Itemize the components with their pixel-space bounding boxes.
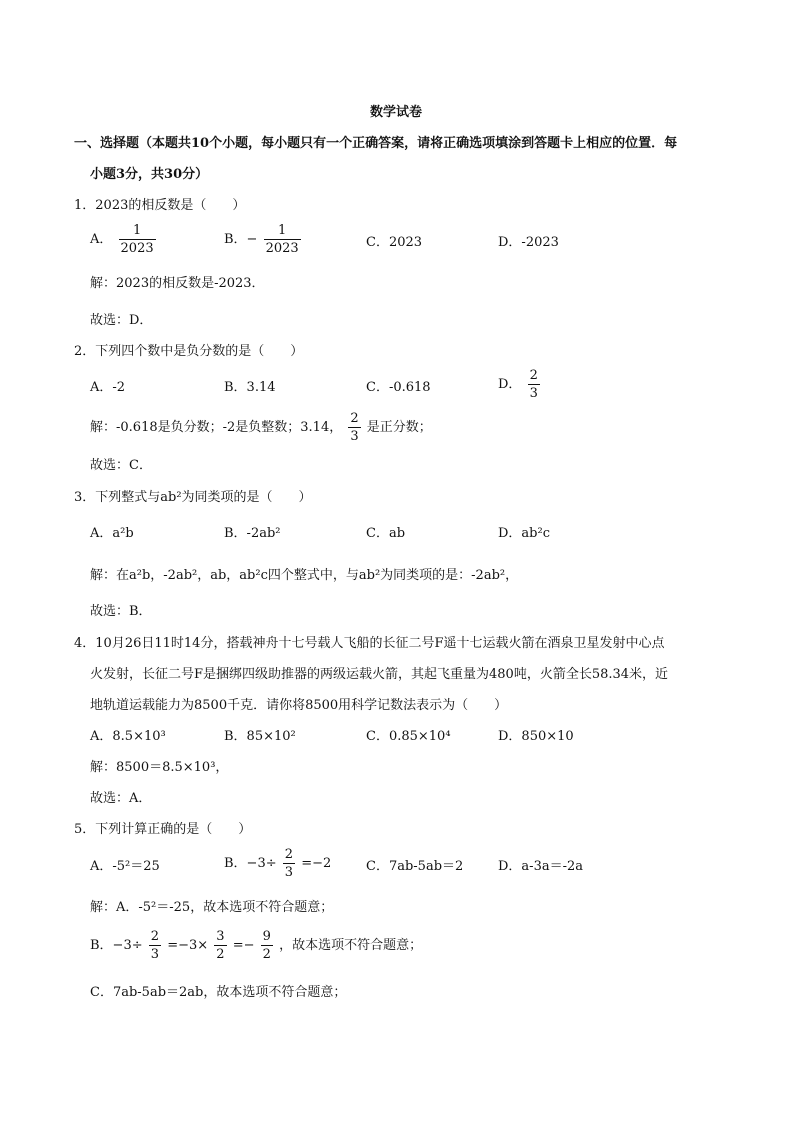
- q2-option-d-fraction: [528, 369, 540, 400]
- q3-option-d: D．ab²c: [498, 526, 550, 541]
- q2-solution-fraction: [348, 412, 360, 443]
- q5-solution-b-text-end: ，故本选项不符合题意；: [279, 938, 423, 953]
- q5-solution-b-fraction-3: [261, 930, 273, 961]
- q2-option-a: A．-2: [90, 380, 126, 395]
- q3-option-b: B．-2ab²: [224, 526, 281, 541]
- q2-option-d: [498, 369, 542, 400]
- q5-solution-b: [90, 930, 422, 961]
- fraction-numerator: 2: [284, 847, 294, 862]
- q4-option-a: A．8.5×10³: [90, 729, 166, 744]
- q2-solution-text-end: 是正分数；: [366, 420, 432, 435]
- q3-option-a: A．a²b: [90, 526, 134, 541]
- q2-answer: 故选：C．: [90, 458, 152, 473]
- q5-option-b-text-end: =−2: [301, 856, 332, 871]
- fraction-numerator: 2: [350, 411, 359, 426]
- fraction-numerator: 2: [150, 929, 160, 944]
- q4-option-d: D．850×10: [498, 729, 574, 744]
- question-1-stem: 1．2023的相反数是（ ）: [74, 198, 246, 213]
- section-header-line1: 一、选择题（本题共10个小题，每小题只有一个正确答案，请将正确选项填涂到答题卡上相应的位置．每: [74, 136, 678, 151]
- fraction-numerator: 1: [278, 223, 287, 238]
- page-title: 数学试卷: [370, 105, 423, 120]
- q5-solution-b-fraction-2: [214, 930, 226, 961]
- q5-option-a: A．-5²＝25: [90, 859, 160, 874]
- q1-option-b-label: B．−: [224, 232, 258, 247]
- fraction-numerator: 3: [216, 929, 225, 944]
- q1-option-d: D．-2023: [498, 235, 559, 250]
- fraction-denominator: 3: [529, 386, 538, 401]
- q5-option-c: C．7ab-5ab＝2: [366, 859, 464, 874]
- fraction-denominator: 2023: [120, 241, 154, 256]
- q4-solution: 解：8500＝8.5×10³，: [90, 760, 229, 775]
- q2-solution-text: 解：-0.618是负分数；-2是负整数；3.14，: [90, 420, 343, 435]
- q2-option-d-label: D．: [498, 377, 522, 392]
- q2-option-b: B．3.14: [224, 380, 276, 395]
- q1-option-a-label: A．: [90, 232, 113, 247]
- section-header-line2: 小题3分，共30分）: [90, 167, 209, 182]
- q5-solution-c: C．7ab-5ab＝2ab，故本选项不符合题意；: [90, 985, 347, 1000]
- q1-solution: 解：2023的相反数是-2023．: [90, 276, 265, 291]
- q5-solution-b-text-2: =−3×: [167, 938, 209, 953]
- question-2-stem: 2．下列四个数中是负分数的是（ ）: [74, 344, 304, 359]
- fraction-denominator: 3: [350, 429, 359, 444]
- q1-option-b: [224, 224, 303, 255]
- q5-option-b-fraction: [283, 848, 295, 879]
- fraction-numerator: 2: [529, 368, 538, 383]
- q5-option-b-text: B．−3÷: [224, 856, 277, 871]
- q2-option-c: C．-0.618: [366, 380, 431, 395]
- fraction-denominator: 3: [150, 947, 160, 962]
- q1-answer: 故选：D．: [90, 313, 153, 328]
- q1-option-b-fraction: [264, 224, 301, 255]
- q5-option-d: D．a-3a＝-2a: [498, 859, 584, 874]
- q5-solution-b-text: B．−3÷: [90, 938, 143, 953]
- fraction-numerator: 9: [262, 929, 271, 944]
- q3-answer: 故选：B．: [90, 604, 152, 619]
- q1-option-a-fraction: [119, 224, 156, 255]
- q1-option-c: C．2023: [366, 235, 423, 250]
- fraction-denominator: 2: [262, 947, 271, 962]
- q2-solution: [90, 412, 432, 443]
- q5-solution-a: 解：A．-5²＝-25，故本选项不符合题意；: [90, 900, 334, 915]
- fraction-denominator: 2: [216, 947, 225, 962]
- q4-option-c: C．0.85×10⁴: [366, 729, 451, 744]
- q4-answer: 故选：A．: [90, 791, 152, 806]
- fraction-denominator: 2023: [265, 241, 299, 256]
- question-4-stem-line2: 火发射，长征二号F是捆绑四级助推器的两级运载火箭，其起飞重量为480吨，火箭全长58.34米，近: [90, 667, 669, 682]
- q3-option-c: C．ab: [366, 526, 406, 541]
- question-3-stem: 3．下列整式与ab²为同类项的是（ ）: [74, 490, 312, 505]
- question-5-stem: 5．下列计算正确的是（ ）: [74, 822, 252, 837]
- q4-option-b: B．85×10²: [224, 729, 296, 744]
- question-4-stem-line1: 4．10月26日11时14分，搭载神舟十七号载人飞船的长征二号F遥十七运载火箭在酒泉卫星发射中心点: [74, 636, 665, 651]
- fraction-numerator: 1: [132, 223, 142, 238]
- q3-solution: 解：在a²b，-2ab²，ab，ab²c四个整式中，与ab²为同类项的是：-2ab²，: [90, 568, 519, 583]
- question-4-stem-line3: 地轨道运载能力为8500千克．请你将8500用科学记数法表示为（ ）: [90, 698, 508, 713]
- q1-option-a: [90, 224, 158, 255]
- q5-solution-b-fraction-1: [149, 930, 161, 961]
- q5-solution-b-text-3: =−: [232, 938, 255, 953]
- fraction-denominator: 3: [284, 865, 294, 880]
- q5-option-b: [224, 848, 331, 879]
